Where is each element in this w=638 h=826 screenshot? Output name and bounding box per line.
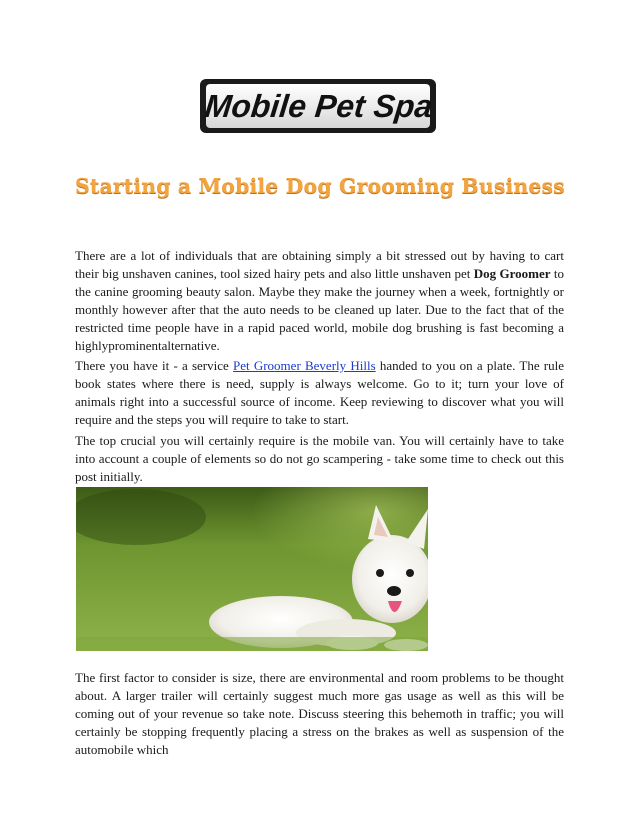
bold-keyword: Dog Groomer bbox=[473, 266, 551, 281]
paragraph-size: The first factor to consider is size, there are environmental and room problems to be thought about. A larger trailer will certainly suggest much more gas usage as well as this will be coming out of your revenue so take note. Discuss steering this behemoth in traffic; you will certainly be stopping frequently placing a stress on the brakes as well as suspension of the automobile which bbox=[75, 670, 564, 757]
paragraph-service: There you have it - a service Pet Groomer Beverly Hills handed to you on a plate. The rule book states where there is need, supply is always welcome. Go to it; turn your love of animals right into a successful source of income. Keep reviewing to discover what you will require and the steps you will require to take to start. bbox=[75, 358, 565, 427]
page-title: Starting a Mobile Dog Grooming Business bbox=[75, 174, 565, 198]
mobile-pet-spa-logo bbox=[196, 75, 440, 137]
logo-text: Mobile Pet Spa bbox=[203, 88, 435, 124]
west-highland-terrier-photo bbox=[76, 487, 428, 651]
paragraph-intro: There are a lot of individuals that are obtaining simply a bit stressed out by having to cart their big unshaven canines, tool sized hairy pets and also little unshaven pet Dog Groomer to the canine grooming beauty salon. Maybe they make the journey when a week, fortnightly or monthly however after that the auto needs to be cleaned up later. Due to the fact that of the restricted time people have in a rapid paced world, mobile dog brushing is fast becoming a highlyprominentalternative. bbox=[75, 248, 565, 353]
paragraph-mobile-van: The top crucial you will certainly require is the mobile van. You will certainly have to take into account a couple of elements so do not go scampering - take some time to check out this post initially. bbox=[75, 433, 564, 484]
pet-groomer-link[interactable]: Pet Groomer Beverly Hills bbox=[233, 358, 376, 373]
